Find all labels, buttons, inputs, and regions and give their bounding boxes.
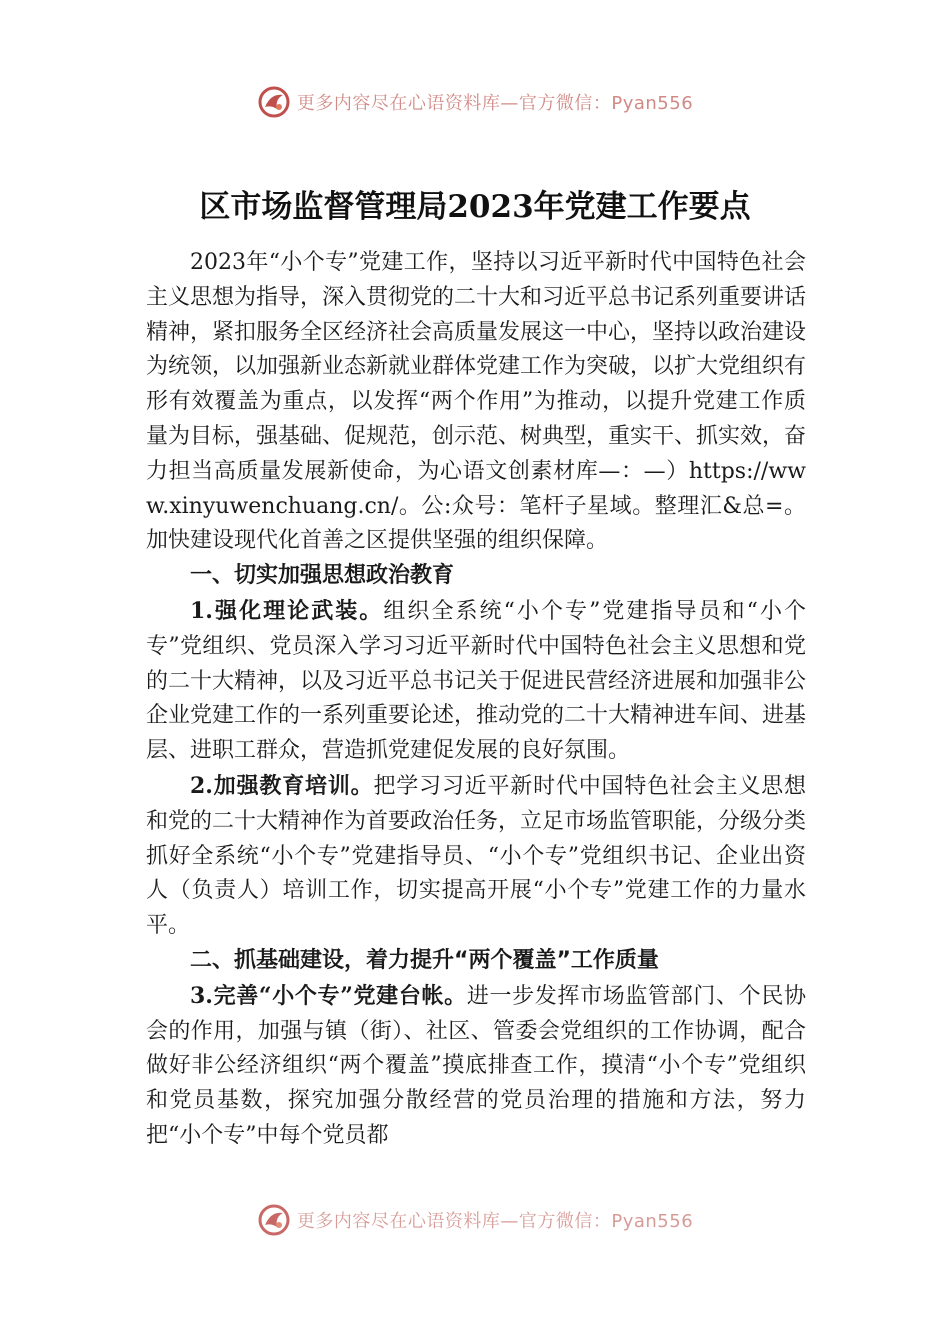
watermark-text: 更多内容尽在心语资料库—官方微信：Pyan556 <box>296 1211 694 1232</box>
item-1-paragraph <box>146 594 806 769</box>
item-2-title: 2.加强教育培训。 <box>190 772 374 799</box>
swirl-logo-icon <box>257 1203 291 1237</box>
item-3-title: 3.完善“小个专”党建台帐。 <box>190 982 467 1009</box>
item-1-title: 1.强化理论武装。 <box>190 597 384 624</box>
watermark-banner-top <box>0 82 950 122</box>
document-body <box>146 246 806 1218</box>
item-3-paragraph <box>146 979 806 1154</box>
watermark-text: 更多内容尽在心语资料库—官方微信：Pyan556 <box>296 93 694 114</box>
item-2-body: 把学习习近平新时代中国特色社会主义思想和党的二十大精神作为首要政治任务，立足市场监管职能，分级分类抓好全系统“小个专”党建指导员、“小个专”党组织书记、企业出资人（负责人）培训工作，切实提高开展“小个专”党建工作的力量水平。 <box>146 773 806 939</box>
intro-paragraph: 2023年“小个专”党建工作，坚持以习近平新时代中国特色社会主义思想为指导，深入贯彻党的二十大和习近平总书记系列重要讲话精神，紧扣服务全区经济社会高质量发展这一中心，坚持以政治建设为统领，以加强新业态新就业群体党建工作为突破，以扩大党组织有形有效覆盖为重点，以发挥“两个作用”为推动，以提升党建工作质量为目标，强基础、促规范，创示范、树典型，重实干、抓实效，奋力担当高质量发展新使命，为心语文创素材库—：—）https://www.xinyuwenchuang.cn/。公:众号：笔杆子星域。整理汇&总=。加快建设现代化首善之区提供坚强的组织保障。 <box>146 250 806 554</box>
section-heading-1: 一、切实加强思想政治教育 <box>190 563 455 589</box>
document-title: 区市场监督管理局2023年党建工作要点 <box>199 189 751 225</box>
item-1-body: 组织全系统“小个专”党建指导员和“小个专”党组织、党员深入学习习近平新时代中国特色社会主义思想和党的二十大精神，以及习近平总书记关于促进民营经济进展和加强非公企业党建工作的一系列重要论述，推动党的二十大精神进车间、进基层、进职工群众，营造抓党建促发展的良好氛围。 <box>146 598 806 764</box>
swirl-logo-icon <box>257 85 291 119</box>
item-3-body: 进一步发挥市场监管部门、个民协会的作用，加强与镇（街）、社区、管委会党组织的工作协调，配合做好非公经济组织“两个覆盖”摸底排查工作，摸清“小个专”党组织和党员基数，探究加强分散经营的党员治理的措施和方法，努力把“小个专”中每个党员都 <box>146 983 806 1148</box>
section-heading-2: 二、抓基础建设，着力提升“两个覆盖”工作质量 <box>190 947 659 973</box>
watermark-banner-bottom <box>0 1200 950 1240</box>
item-2-paragraph <box>146 769 806 944</box>
